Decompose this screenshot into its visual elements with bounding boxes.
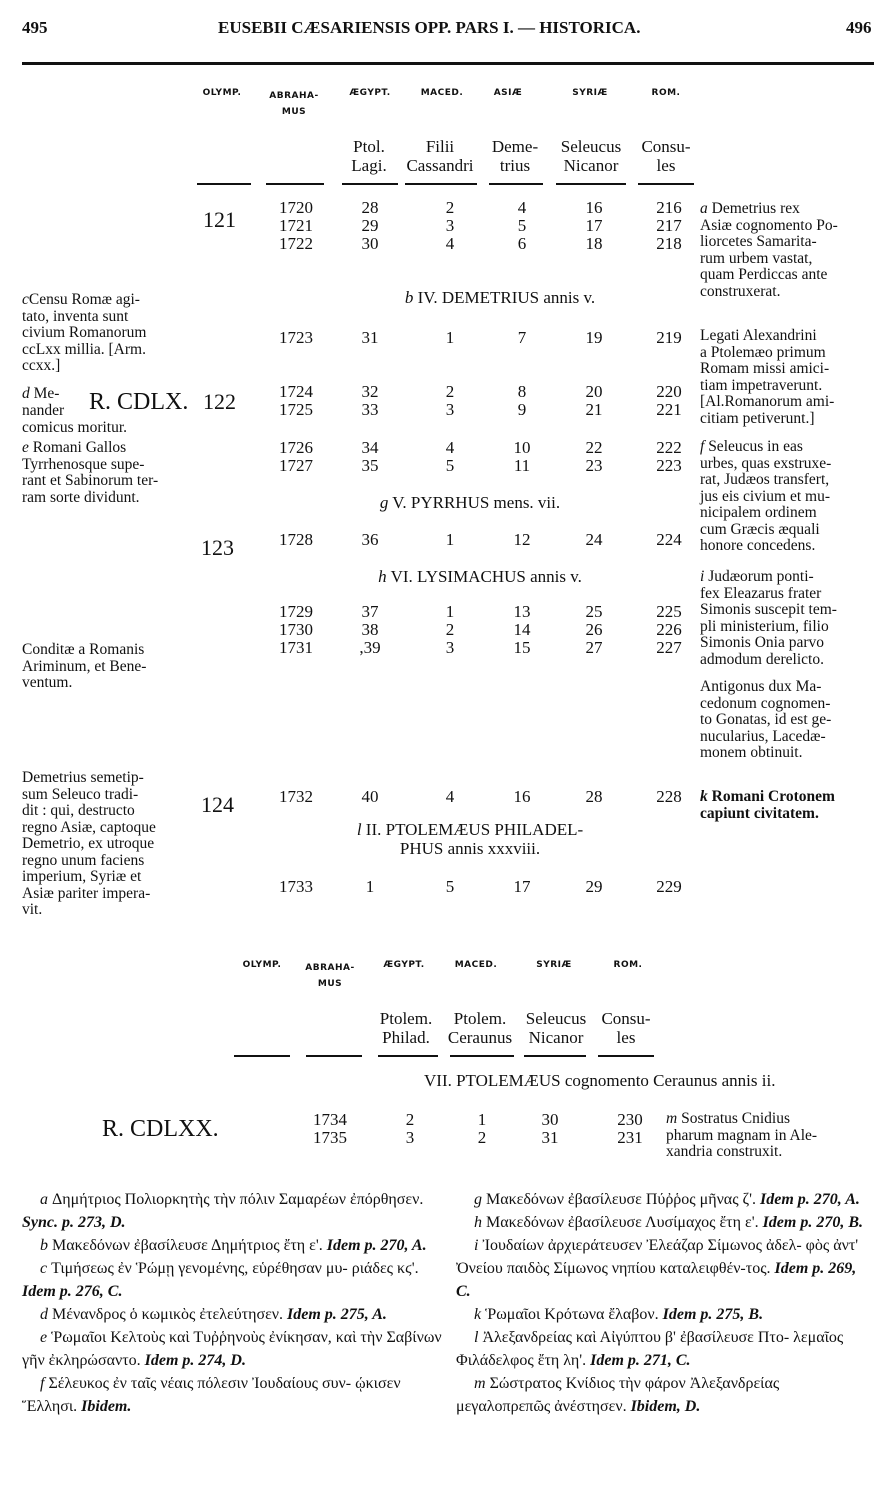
regnal-year: 3 [405, 1128, 415, 1147]
col-rule [234, 1055, 290, 1057]
abraham-year: 1724 [279, 382, 313, 401]
abraham-year: 1720 [279, 198, 313, 217]
col-rule [197, 183, 251, 185]
col-aegypt: ÆGYPT. [383, 960, 425, 970]
regnal-year: ,39 [359, 638, 381, 657]
footnote-reference: Idem p. 275, A. [287, 1306, 387, 1323]
regnal-year: 3 [445, 216, 455, 235]
regnal-year: 25 [585, 602, 603, 621]
regnal-year: 5 [445, 877, 455, 896]
reign-mark: b [404, 288, 414, 307]
regnal-year: 37 [361, 602, 379, 621]
regnal-year: 230 [617, 1110, 643, 1129]
regnal-year: 2 [477, 1128, 487, 1147]
regnal-year: 27 [585, 638, 603, 657]
note-text: Me- nander [22, 385, 65, 419]
regnal-year: 2 [445, 620, 455, 639]
left-note [22, 292, 192, 375]
regnal-year: 40 [361, 787, 379, 806]
regnal-year: 17 [585, 216, 603, 235]
footnote-mark: f [40, 1375, 45, 1392]
right-note [700, 201, 875, 300]
col-rule [524, 1055, 586, 1057]
note-text: Judæorum ponti- fex Eleazarus frater Simonis suscepit tem- pli ministerium, filio Simonis Onia parvo admodum derelicto. [700, 568, 837, 668]
olympiad-number: 123 [201, 535, 234, 560]
regnal-year: 223 [656, 456, 682, 475]
reign-text: V. PYRRHUS mens. vii. [392, 493, 561, 512]
regnal-year: 1 [365, 877, 375, 896]
note-text: Sostratus Cnidius pharum magnam in Ale- xandria construxit. [666, 1110, 818, 1160]
right-note [700, 569, 875, 668]
regnal-year: 14 [513, 620, 531, 639]
note-mark: k [700, 788, 708, 805]
regnal-year: 227 [656, 638, 682, 657]
regnal-year: 34 [361, 438, 379, 457]
regnal-year: 31 [541, 1128, 559, 1147]
abraham-year: 1721 [279, 216, 313, 235]
regnal-year: 228 [656, 787, 682, 806]
footnote-greek: Μακεδόνων ἐβασίλευσε Πύῤῥος μῆνας ζ'. [486, 1191, 757, 1208]
regnal-year: 4 [445, 234, 455, 253]
footnotes-right [456, 1188, 874, 1418]
col-maced: MACED. [420, 88, 464, 98]
regnal-year: 28 [585, 787, 603, 806]
note-text: Censu Romæ agi- tato, inventa sunt civium Romanorum ccLxx millia. [Arm. ccxx.] [22, 291, 147, 374]
abraham-year: 1731 [279, 638, 313, 657]
abraham-year: 1733 [279, 877, 313, 896]
footnote-reference: Idem p. 276, C. [22, 1283, 123, 1300]
regnal-year: 31 [361, 328, 379, 347]
subhead-demetrius: Deme- trius [491, 137, 539, 175]
note-mark: m [666, 1110, 678, 1127]
reign-text: VI. LYSIMACHUS annis v. [390, 567, 582, 586]
footnote-mark: l [474, 1329, 479, 1346]
regnal-year: 38 [361, 620, 379, 639]
col-rule [405, 183, 477, 185]
reign-heading [300, 820, 640, 858]
footnote-reference: Idem p. 274, D. [144, 1352, 246, 1369]
col-syriae: SYRIÆ [536, 960, 572, 970]
regnal-year: 19 [585, 328, 603, 347]
regnal-year: 18 [585, 234, 603, 253]
running-title: EUSEBII CÆSARIENSIS OPP. PARS I. — HISTORICA. [218, 18, 641, 37]
regnal-year: 216 [656, 198, 682, 217]
footnote-greek: Σώστρατος Κνίδιος τὴν φάρον Ἀλεξανδρείας [489, 1375, 780, 1392]
reign-text: II. PTOLEMÆUS PHILADEL- PHUS annis xxxviii. [365, 820, 584, 858]
regnal-year: 26 [585, 620, 603, 639]
regnal-year: 1 [477, 1110, 487, 1129]
subhead-consules: Consu- les [601, 1009, 651, 1047]
col-rom: ROM. [613, 960, 643, 970]
regnal-year: 22 [585, 438, 603, 457]
footnote-reference: Idem p. 270, B. [762, 1214, 864, 1231]
footnote-greek: Τιμήσεως ἐν Ῥώμῃ γενομένης, εὑρέθησαν μυ- [51, 1260, 348, 1277]
footnote [456, 1372, 874, 1418]
regnal-year: 225 [656, 602, 682, 621]
abraham-year: 1727 [279, 456, 313, 475]
col-rule [342, 183, 398, 185]
footnote [456, 1303, 874, 1326]
regnal-year: 35 [361, 456, 379, 475]
regnal-year: 16 [585, 198, 603, 217]
footnote-greek-cont: ῴκισεν Ἕλλησι. [22, 1375, 401, 1415]
reign-heading: VII. PTOLEMÆUS cognomento Ceraunus annis ii. [424, 1071, 776, 1090]
left-note [22, 642, 192, 692]
regnal-year: 15 [513, 638, 531, 657]
footnote [22, 1326, 452, 1372]
footnote [22, 1257, 452, 1303]
regnal-year: 8 [517, 382, 527, 401]
regnal-year: 30 [541, 1110, 559, 1129]
note-text: comicus moritur. [22, 419, 128, 436]
regnal-year: 32 [361, 382, 379, 401]
regnal-year: 29 [361, 216, 379, 235]
regnal-year: 6 [517, 234, 527, 253]
subhead-ptol-lagi: Ptol. Lagi. [351, 137, 387, 175]
col-asiae: ASIÆ [493, 88, 523, 98]
regnal-year: 2 [445, 382, 455, 401]
footnote-greek-cont: λεμαῖος Φιλάδελφος ἔτη λη'. [456, 1329, 844, 1369]
regnal-year: 17 [513, 877, 531, 896]
regnal-year: 218 [656, 234, 682, 253]
footnote-greek: Μακεδόνων ἐβασίλευσε Δημήτριος ἔτη ε'. [52, 1237, 323, 1254]
footnote-mark: d [40, 1306, 48, 1323]
regnal-year: 7 [517, 328, 527, 347]
note-text: Demetrius semetip- sum Seleuco tradi- dit : qui, destructo regno Asiæ, captoque Demetrio, ex utroque regno unum faciens imperium, Syriæ et Asiæ pariter impera- vit. [22, 769, 156, 918]
regnal-year: 21 [585, 400, 603, 419]
note-text: Demetrius rex Asiæ cognomento Po- liorcetes Samarita- rum urbem vastat, quam Perdiccas ante construxerat. [700, 200, 838, 300]
footnote-reference: Ibidem, D. [630, 1398, 701, 1415]
left-note [22, 386, 82, 419]
reign-heading [330, 288, 670, 308]
abraham-year: 1728 [279, 530, 313, 549]
regnal-year: 229 [656, 877, 682, 896]
regnal-year: 28 [361, 198, 379, 217]
note-text: Romani Crotonem capiunt civitatem. [700, 788, 835, 822]
regnal-year: 33 [361, 400, 379, 419]
col-rule [556, 183, 626, 185]
olympiad-number: 124 [201, 792, 234, 817]
regnal-year: 16 [513, 787, 531, 806]
footnote [456, 1211, 874, 1234]
regnal-year: 9 [517, 400, 527, 419]
regnal-year: 2 [445, 198, 455, 217]
footnote [22, 1188, 452, 1234]
regnal-year: 24 [585, 530, 603, 549]
footnote-mark: e [40, 1329, 48, 1346]
subhead-ptolem-ceraunus: Ptolem. Ceraunus [447, 1009, 513, 1047]
abraham-year: 1722 [279, 234, 313, 253]
footnote-mark: i [474, 1237, 479, 1254]
footnote-greek-cont: ἐπόρθησεν. [349, 1191, 424, 1208]
regnal-year: 3 [445, 638, 455, 657]
col-rule [266, 183, 324, 185]
footnote-greek: Σέλευκος ἐν ταῖς νέαις πόλεσιν Ἰουδαίους συν- [48, 1375, 352, 1392]
note-mark: d [22, 385, 30, 402]
note-mark: e [22, 439, 29, 456]
footnote-greek: Ῥωμαῖοι Κρότωνα ἔλαβον. [485, 1306, 659, 1323]
note-text: Legati Alexandrini a Ptolemæo primum Romam missi amici- tiam impetraverunt. [Al.Romanorum ami- citiam petiverunt.] [700, 327, 835, 427]
footnote-greek: Ῥωμαῖοι Κελτοὺς καὶ Τυῤῥηνοὺς ἐνίκησαν, καὶ [51, 1329, 357, 1346]
footnote-greek-cont: τὴν Σαβίνων γῆν ἐκληρώσαντο. [22, 1329, 442, 1369]
regnal-year: 3 [445, 400, 455, 419]
abraham-year: 1734 [313, 1110, 347, 1129]
reign-mark: h [378, 567, 387, 586]
footnote-mark: h [474, 1214, 482, 1231]
right-note [700, 789, 875, 822]
regnal-year: 1 [445, 328, 455, 347]
regnal-year: 220 [656, 382, 682, 401]
reign-mark: l [356, 820, 362, 839]
note-mark: i [700, 568, 705, 585]
subhead-seleucus: Seleucus Nicanor [560, 137, 622, 175]
footnote-mark: g [474, 1191, 482, 1208]
col-abraham: ABRAHA- MUS [269, 91, 319, 117]
col-rule [306, 1055, 362, 1057]
footnote-mark: m [474, 1375, 486, 1392]
page-number-right: 496 [846, 18, 872, 37]
regnal-year: 13 [513, 602, 531, 621]
regnal-year: 12 [513, 530, 531, 549]
regnal-year: 23 [585, 456, 603, 475]
footnote-mark: b [40, 1237, 48, 1254]
footnote-reference: Ibidem. [81, 1398, 132, 1415]
regnal-year: 226 [656, 620, 682, 639]
rome-year: R. CDLXX. [102, 1116, 219, 1142]
subhead-seleucus: Seleucus Nicanor [525, 1009, 587, 1047]
footnote-greek-cont: μεγαλοπρεπῶς ἀνέστησεν. [456, 1398, 627, 1415]
regnal-year: 1 [445, 530, 455, 549]
footnote [22, 1372, 452, 1418]
regnal-year: 1 [445, 602, 455, 621]
abraham-year: 1730 [279, 620, 313, 639]
footnote-mark: c [40, 1260, 48, 1277]
abraham-year: 1729 [279, 602, 313, 621]
footnote [22, 1234, 452, 1257]
footnote-reference: Idem p. 269, C. [456, 1260, 857, 1300]
footnote-greek: Δημήτριος Πολιορκητὴς τὴν πόλιν Σαμαρέων [52, 1191, 346, 1208]
header-rule [22, 62, 874, 65]
regnal-year: 20 [585, 382, 603, 401]
subhead-filii-cassandri: Filii Cassandri [406, 137, 474, 175]
regnal-year: 222 [656, 438, 682, 457]
footnote-greek: Ἰουδαίων ἀρχιεράτευσεν Ἐλεάζαρ Σίμωνος ἀδελ- [482, 1237, 802, 1254]
footnote-reference: Idem p. 271, C. [590, 1352, 691, 1369]
abraham-year: 1725 [279, 400, 313, 419]
footnote-greek: Μένανδρος ὁ κωμικὸς ἐτελεύτησεν. [52, 1306, 284, 1323]
col-abraham: ABRAHA- MUS [305, 963, 355, 989]
regnal-year: 29 [585, 877, 603, 896]
regnal-year: 231 [617, 1128, 643, 1147]
col-rom: ROM. [651, 88, 681, 98]
col-maced: MACED. [454, 960, 498, 970]
regnal-year: 10 [513, 438, 531, 457]
right-note [700, 679, 875, 762]
regnal-year: 5 [517, 216, 527, 235]
col-rule [638, 183, 694, 185]
note-mark: f [700, 438, 705, 455]
col-rule [598, 1055, 654, 1057]
footnote-greek: Μακεδόνων ἐβασίλευσε Λυσίμαχος ἔτη ε'. [486, 1214, 759, 1231]
abraham-year: 1735 [313, 1128, 347, 1147]
footnote-greek: Ἀλεξανδρείας καὶ Αἰγύπτου β' ἐβασίλευσε Πτο- [482, 1329, 790, 1346]
footnote-reference: Idem p. 270, A. [760, 1191, 860, 1208]
regnal-year: 11 [513, 456, 531, 475]
footnote-reference: Sync. p. 273, D. [22, 1214, 126, 1231]
note-mark: c [22, 291, 29, 308]
right-note [700, 328, 875, 427]
left-note [22, 770, 192, 919]
note-mark: a [700, 200, 708, 217]
footnote-reference: Idem p. 270, A. [326, 1237, 427, 1254]
note-text: Conditæ a Romanis Ariminum, et Bene- ventum. [22, 641, 147, 691]
footnote-mark: k [474, 1306, 482, 1323]
reign-heading [300, 493, 640, 513]
regnal-year: 221 [656, 400, 682, 419]
col-aegypt: ÆGYPT. [349, 88, 391, 98]
page-number-left: 495 [22, 18, 48, 37]
regnal-year: 4 [445, 438, 455, 457]
olympiad-number: 121 [203, 207, 236, 232]
regnal-year: 219 [656, 328, 682, 347]
col-olymp: OLYMP. [202, 88, 242, 98]
reign-mark: g [379, 493, 389, 512]
regnal-year: 36 [361, 530, 379, 549]
right-note [700, 439, 875, 555]
subhead-ptolem-philad: Ptolem. Philad. [379, 1009, 433, 1047]
regnal-year: 2 [405, 1110, 415, 1129]
note-text: Antigonus dux Ma- cedonum cognomen- to Gonatas, id est ge- nucularius, Lacedæ- monem obtinuit. [700, 678, 832, 761]
abraham-year: 1732 [279, 787, 313, 806]
footnote-mark: a [40, 1191, 48, 1208]
right-note [666, 1111, 871, 1161]
abraham-year: 1726 [279, 438, 313, 457]
col-rule [450, 1055, 514, 1057]
regnal-year: 4 [445, 787, 455, 806]
rome-year: R. CDLX. [89, 389, 189, 415]
regnal-year: 217 [656, 216, 682, 235]
footnote-greek-cont: φὸς ἀντ' Ὀνείου παιδὸς Σίμωνος νηπίου καταλειφθέν-τος. [456, 1237, 859, 1277]
footnote-reference: Idem p. 275, B. [662, 1306, 764, 1323]
left-note [22, 420, 192, 437]
left-note [22, 440, 192, 506]
footnotes-left [22, 1188, 452, 1418]
col-rule [489, 183, 543, 185]
note-text: Romani Gallos Tyrrhenosque supe- rant et Sabinorum ter- ram sorte dividunt. [22, 439, 159, 506]
footnote [22, 1303, 452, 1326]
regnal-year: 5 [445, 456, 455, 475]
footnote [456, 1326, 874, 1372]
regnal-year: 30 [361, 234, 379, 253]
subhead-consules: Consu- les [641, 137, 691, 175]
note-text: Seleucus in eas urbes, quas exstruxe- rat, Judæos transfert, jus eis civium et mu- nicipalem ordinem cum Græcis æquali honore concedens. [700, 438, 832, 554]
col-rule [378, 1055, 438, 1057]
col-olymp: OLYMP. [242, 960, 282, 970]
col-syriae: SYRIÆ [572, 88, 608, 98]
reign-heading [310, 567, 650, 587]
regnal-year: 224 [656, 530, 682, 549]
olympiad-number: 122 [203, 389, 236, 414]
reign-text: IV. DEMETRIUS annis v. [417, 288, 596, 307]
abraham-year: 1723 [279, 328, 313, 347]
footnote-greek-cont: ριάδες κϛ'. [351, 1260, 419, 1277]
footnote [456, 1188, 874, 1211]
regnal-year: 4 [517, 198, 527, 217]
footnote [456, 1234, 874, 1303]
